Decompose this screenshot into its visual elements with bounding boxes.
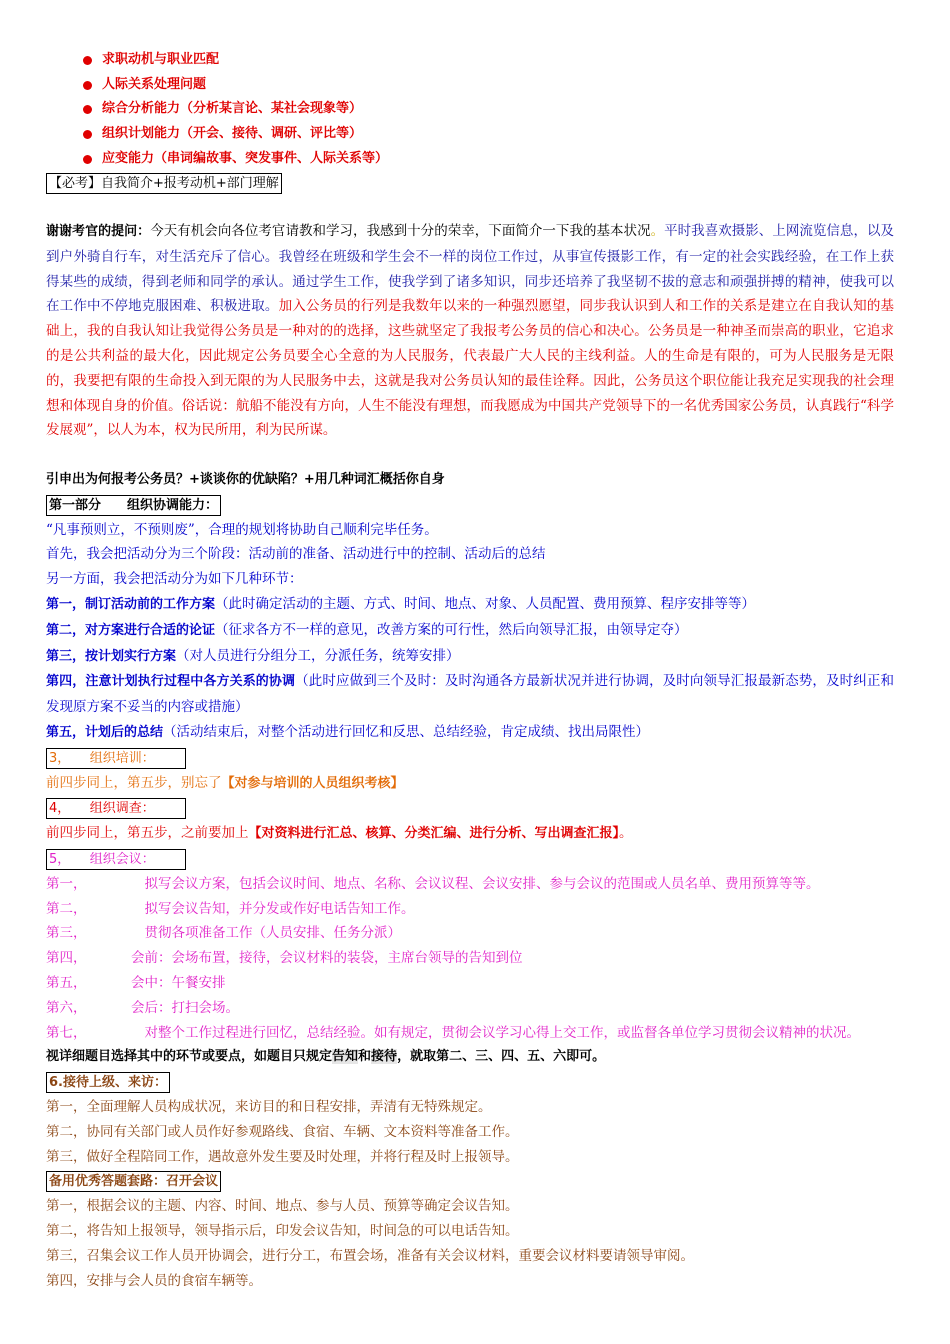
meeting-step: 第六， 会后：打扫会场。 [46, 999, 239, 1016]
bullet-item: 人际关系处理问题 [46, 73, 894, 98]
training-section [46, 746, 894, 771]
meeting-section [46, 847, 894, 872]
bullet-dot-icon [83, 130, 92, 139]
meeting-step: 第一， 拟写会议方案，包括会议时间、地点、名称、会议议程、会议安排、参与会议的范围或人员名单、费用预算等等。 [46, 875, 820, 892]
bullet-item: 综合分析能力（分析某言论、某社会现象等） [46, 97, 894, 122]
intro-body-black: 今天有机会向各位考官请教和学习，我感到十分的荣幸，下面简介一下我的基本状况 [150, 223, 651, 240]
must-heading: 【必考】自我简介+报考动机+部门理解 [46, 173, 282, 194]
training-heading: 3， 组织培训： [46, 748, 186, 769]
survey-text: 前四步同上，第五步，之前要加上【对资料进行汇总、核算、分类汇编、进行分析、写出调查汇报】。 [46, 825, 633, 842]
part1-line: 另一方面，我会把活动分为如下几种环节： [46, 571, 303, 588]
bullet-item: 求职动机与职业匹配 [46, 48, 894, 73]
reception-section [46, 1070, 894, 1095]
bullet-dot-icon [83, 155, 92, 164]
reception-heading: 6.接待上级、来访： [46, 1072, 170, 1093]
intro-lead: 谢谢考官的提问： [46, 224, 151, 240]
intro-paragraph [46, 219, 894, 443]
document-page [46, 48, 894, 1293]
intro-body-blue: 平时我喜欢摄影、上网流览信息，以及到户外骑自行车，对生活充斥了信心。我曾经在班级和学生会不一样的岗位工作过，从事宣传摄影工作，有一定的社会实践经验，在工作上获得某些的成绩，得到老师和同学的承认。通过学生工作，使我学到了诸多知识，同步还培养了我坚韧不拔的意志和顽强拼搏的精神，使我可以在工作中不停地克服困难、积极进取。 [46, 223, 895, 315]
part1-step: 第一，制订活动前的工作方案（此时确定活动的主题、方式、时间、地点、对象、人员配置、费用预算、程序安排等等） [46, 595, 756, 612]
part1-line: 首先，我会把活动分为三个阶段：活动前的准备、活动进行中的控制、活动后的总结 [46, 546, 546, 563]
topic-bullet-list [46, 48, 894, 171]
training-text: 前四步同上，第五步，别忘了【对参与培训的人员组织考核】 [46, 774, 404, 791]
reception-step: 第二，协同有关部门或人员作好参观路线、食宿、车辆、文本资料等准备工作。 [46, 1123, 519, 1140]
meeting-heading: 5， 组织会议： [46, 849, 186, 870]
part1-quote: “凡事预则立，不预则废”，合理的规划将协助自己顺利完毕任务。 [46, 521, 438, 538]
part1-heading: 第一部分 组织协调能力： [46, 495, 221, 516]
backup-section [46, 1169, 894, 1194]
backup-heading: 备用优秀答题套路：召开会议 [46, 1171, 221, 1192]
intro-body-red: 加入公务员的行列是我数年以来的一种强烈愿望，同步我认识到人和工作的关系是建立在自我认知的基础上，我的自我认知让我觉得公务员是一种对的的选择，这些就坚定了我报考公务员的信心和决心。公务员是一种神圣而崇高的职业，它追求的是公共利益的最大化，因此规定公务员要全心全意的为人民服务，代表最广大人民的主线利益。人的生命是有限的，可为人民服务是无限的，我要把有限的生命投入到无限的为人民服务中去，这就是我对公务员认知的最佳诠释。因此，公务员这个职位能让我充足实现我的社会理想和体现自身的价值。俗话说：航船不能没有方向，人生不能没有理想，而我愿成为中国共产党领导下的一名优秀国家公务员，认真践行“科学发展观”，以人为本，权为民所用，利为民所谋。 [46, 298, 895, 439]
backup-step: 第三，召集会议工作人员开协调会，进行分工，布置会场，准备有关会议材料，重要会议材料要请领导审阅。 [46, 1247, 694, 1264]
spacer [46, 443, 894, 468]
reception-step: 第一，全面理解人员构成状况，来访目的和日程安排，弄清有无特殊规定。 [46, 1098, 492, 1115]
meeting-step: 第四， 会前：会场布置，接待，会议材料的装袋，主席台领导的告知到位 [46, 950, 523, 967]
backup-step: 第二，将告知上报领导，领导指示后，印发会议告知，时间急的可以电话告知。 [46, 1222, 519, 1239]
bullet-item: 应变能力（串词编故事、突发事件、人际关系等） [46, 147, 894, 172]
meeting-step: 第二， 拟写会议告知，并分发或作好电话告知工作。 [46, 900, 415, 917]
meeting-step: 第三， 贯彻各项准备工作（人员安排、任务分派） [46, 925, 401, 942]
part1-step: 第二，对方案进行合适的论证（征求各方不一样的意见，改善方案的可行性，然后向领导汇报，由领导定夺） [46, 621, 688, 638]
backup-step: 第一，根据会议的主题、内容、时间、地点、参与人员、预算等确定会议告知。 [46, 1198, 519, 1215]
intro-mark: 。 [650, 223, 665, 240]
survey-section [46, 796, 894, 821]
part1-step: 第五，计划后的总结（活动结束后，对整个活动进行回忆和反思、总结经验，肯定成绩、找出局限性） [46, 723, 650, 740]
bullet-item: 组织计划能力（开会、接待、调研、评比等） [46, 122, 894, 147]
bullet-dot-icon [83, 81, 92, 90]
meeting-step: 第七， 对整个工作过程进行回忆，总结经验。如有规定，贯彻会议学习心得上交工作，或监督各单位学习贯彻会议精神的状况。 [46, 1024, 860, 1041]
meeting-step: 第五， 会中：午餐安排 [46, 974, 226, 991]
part1-section [46, 493, 894, 518]
reception-step: 第三，做好全程陪同工作，遇故意外发生要及时处理，并将行程及时上报领导。 [46, 1148, 519, 1165]
survey-heading: 4， 组织调查： [46, 798, 186, 819]
bullet-dot-icon [83, 56, 92, 65]
meeting-note: 视详细题目选择其中的环节或要点，如题目只规定告知和接待，就取第二、三、四、五、六即可。 [46, 1049, 606, 1065]
bullet-dot-icon [83, 105, 92, 114]
derived-heading: 引申出为何报考公务员？+谈谈你的优缺陷？+用几种词汇概括你自身 [46, 472, 445, 487]
spacer [46, 196, 894, 221]
must-section [46, 171, 894, 196]
backup-step: 第四，安排与会人员的食宿车辆等。 [46, 1272, 262, 1289]
part1-step: 第三，按计划实行方案（对人员进行分组分工，分派任务，统筹安排） [46, 647, 460, 664]
part1-step: 第四，注意计划执行过程中各方关系的协调（此时应做到三个及时：及时沟通各方最新状况并进行协调，及时向领导汇报最新态势，及时纠正和发现原方案不妥当的内容或措施） [46, 673, 894, 716]
